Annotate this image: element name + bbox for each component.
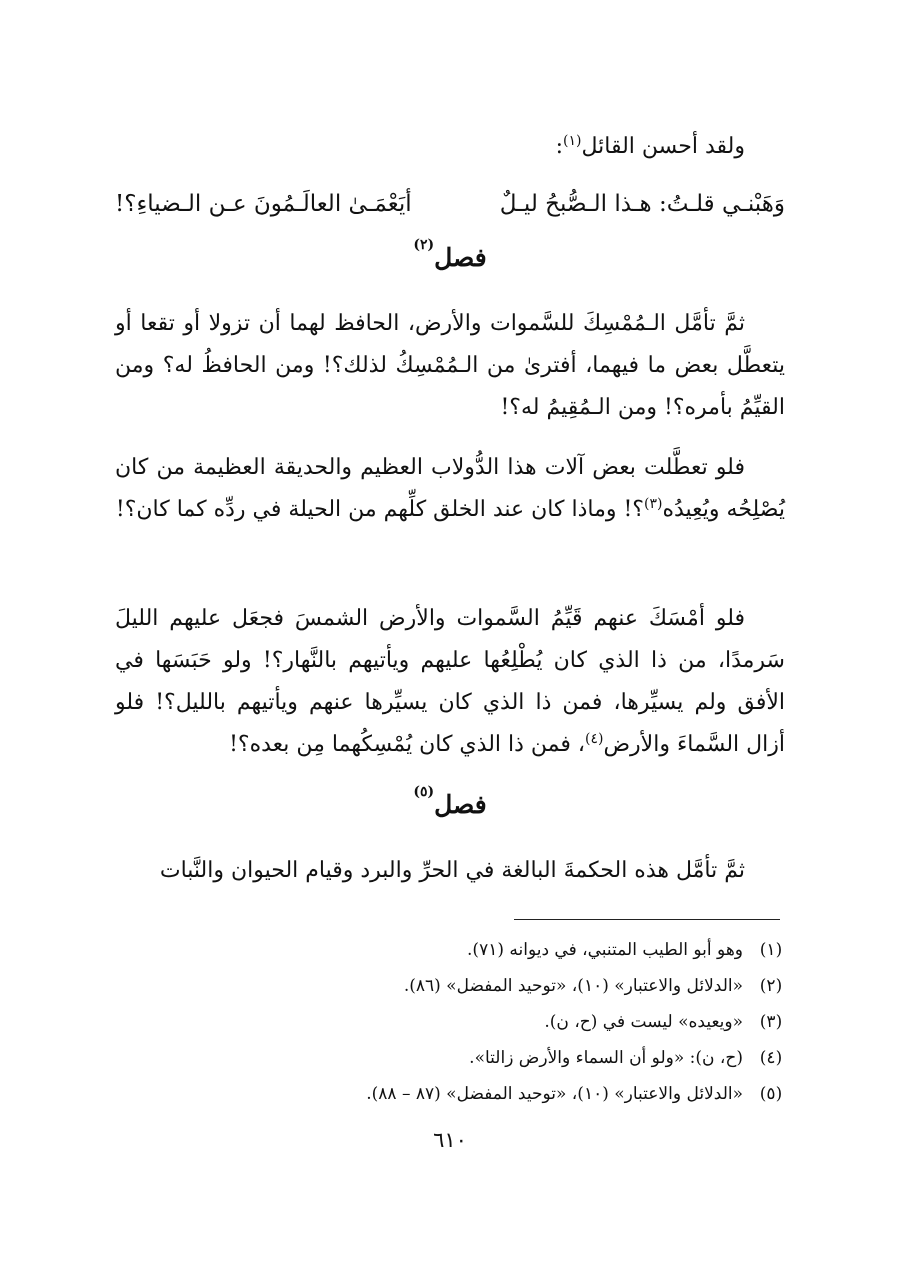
intro-line	[115, 126, 785, 168]
footnote-text: (ح، ن): «ولو أن السماء والأرض زالتا».	[469, 1048, 743, 1068]
paragraph-2-after: ؟! وماذا كان عند الخلق كلِّهم من الحيلة في ردِّه كما كان؟!	[115, 497, 644, 522]
paragraph-1: ثمَّ تأمَّل الـمُمْسِكَ للسَّموات والأرض، الحافظ لهما أن تزولا أو تقعا أو يتعطَّل بعض ما فيهما، أفترىٰ من الـمُمْسِكُ لذلك؟! ومن الحافظُ له؟ ومن القيِّمُ بأمره؟! ومن الـمُقِيمُ له؟!	[115, 311, 785, 420]
paragraph-3	[115, 598, 785, 766]
paragraph-3-after: ، فمن ذا الذي كان يُمْسِكُهما مِن بعده؟!	[229, 732, 585, 757]
section-heading-1-text: فصل	[434, 243, 487, 272]
footnote-text: وهو أبو الطيب المتنبي، في ديوانه (٧١).	[467, 940, 743, 960]
footnote-text: «ويعيده» ليست في (ح، ن).	[544, 1012, 743, 1032]
footnote-ref-3[interactable]: (٣)	[643, 496, 663, 512]
footnote-item	[115, 932, 785, 968]
footnote-number: (٤)	[759, 1048, 783, 1068]
verse-second-hemistich: أيَعْمَـىٰ العالَـمُونَ عـن الـضياءِ؟!	[115, 191, 412, 217]
footnote-number: (٢)	[759, 976, 783, 996]
footnote-text: «الدلائل والاعتبار» (١٠)، «توحيد المفضل» (٨٦).	[403, 976, 743, 996]
paragraph-2	[115, 447, 785, 531]
paragraph-4: ثمَّ تأمَّل هذه الحكمةَ البالغة في الحرِّ والبرد وقيام الحيوان والنَّبات	[159, 858, 745, 883]
intro-colon: :	[555, 134, 564, 159]
paragraph-2-before: فلو تعطَّلت بعض آلات هذا الدُّولاب العظيم والحديقة العظيمة من كان يُصْلِحُه ويُعِيدُه	[115, 455, 785, 522]
section-heading-1	[0, 237, 900, 272]
footnote-ref-2[interactable]: (٢)	[413, 237, 435, 253]
footnote-item	[115, 1076, 785, 1112]
footnote-number: (١)	[759, 940, 783, 960]
footnote-item	[115, 1004, 785, 1040]
page-number: ٦١٠	[433, 1128, 467, 1152]
footnote-ref-1[interactable]: (١)	[563, 133, 582, 149]
footnote-number: (٥)	[759, 1084, 783, 1104]
poetry-verse	[115, 183, 785, 225]
paragraph-3-before: فلو أمْسَكَ عنهم قَيِّمُ السَّموات والأرض الشمسَ فجعَل عليهم الليلَ سَرمدًا، من ذا الذي كان يُطْلِعُها عليهم ويأتيهم بالنَّهار؟! ولو حَبَسَها في الأفق ولم يسيِّرها، فمن ذا الذي كان يسيِّرها عنهم ويأتيهم بالليل؟! فلو أزال السَّماءَ والأرض	[115, 606, 785, 757]
footnote-item	[115, 1040, 785, 1076]
footnote-item	[115, 968, 785, 1004]
section-heading-2	[0, 784, 900, 819]
footnote-text: «الدلائل والاعتبار» (١٠)، «توحيد المفضل» (٨٧ – ٨٨).	[366, 1084, 743, 1104]
section-heading-2-text: فصل	[434, 790, 487, 819]
footnote-ref-5[interactable]: (٥)	[413, 784, 435, 800]
footnote-ref-4[interactable]: (٤)	[584, 731, 604, 747]
intro-text: ولقد أحسن القائل	[581, 134, 745, 159]
footnote-separator	[514, 919, 780, 920]
footnote-number: (٣)	[759, 1012, 783, 1032]
verse-first-hemistich: وَهَبْنـي قلـتُ: هـذا الـصُّبحُ ليـلٌ	[499, 191, 785, 217]
footnotes-list	[115, 932, 785, 1112]
